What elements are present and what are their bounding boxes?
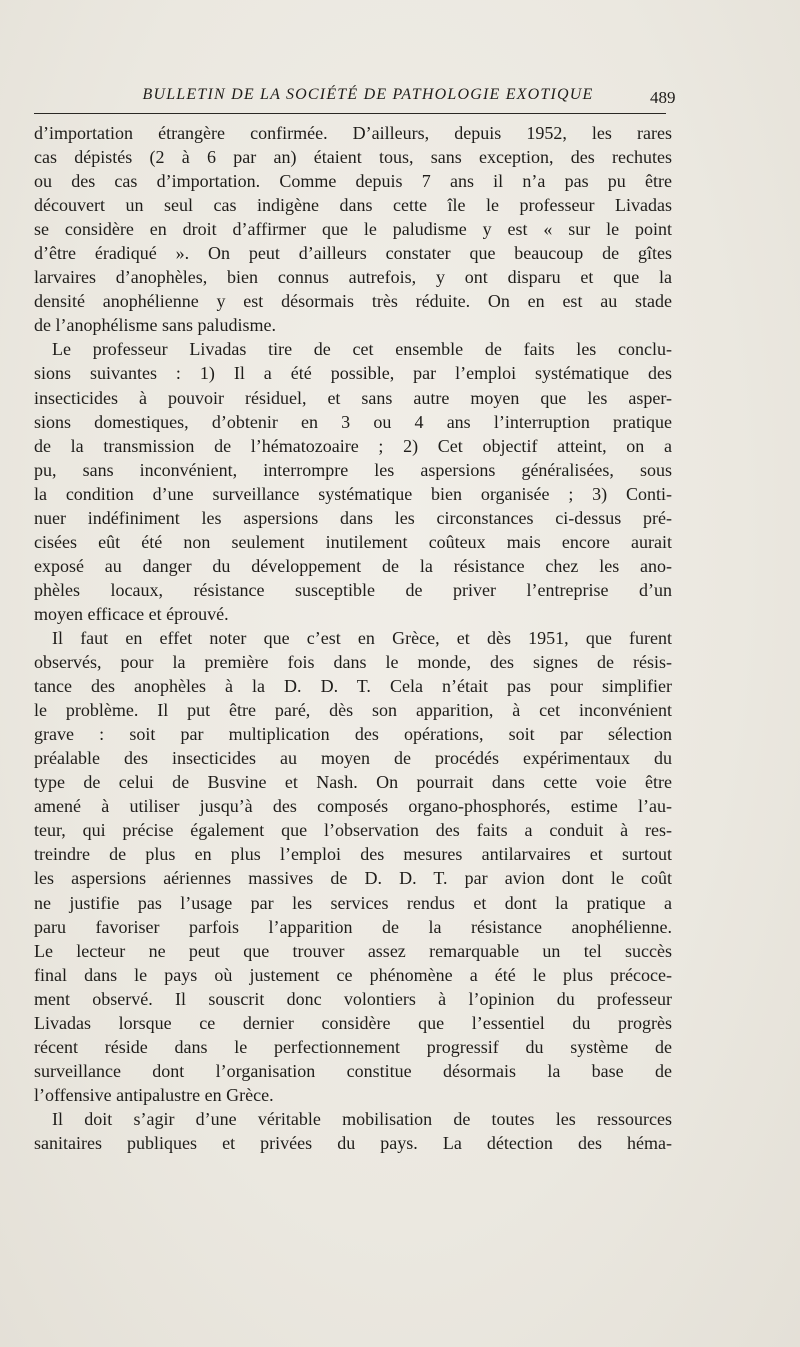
text-line: paru favoriser parfois l’apparition de la résistance anophélienne.	[34, 916, 672, 937]
text-line: ment observé. Il souscrit donc volontiers à l’opinion du professeur	[34, 988, 672, 1009]
text-line: grave : soit par multiplication des opérations, soit par sélection	[34, 724, 672, 745]
text-line: de l’anophélisme sans paludisme.	[34, 315, 276, 336]
text-line: nuer indéfiniment les aspersions dans les circonstances ci-dessus pré-	[34, 507, 672, 528]
text-line: moyen efficace et éprouvé.	[34, 603, 229, 624]
text-line: l’offensive antipalustre en Grèce.	[34, 1084, 274, 1105]
text-line: sions domestiques, d’obtenir en 3 ou 4 ans l’interruption pratique	[34, 411, 672, 432]
text-line: la condition d’une surveillance systématique bien organisée ; 3) Conti-	[34, 483, 672, 504]
text-line: amené à utiliser jusqu’à des composés organo-phosphorés, estime l’au-	[34, 796, 672, 817]
text-line: d’importation étrangère confirmée. D’ailleurs, depuis 1952, les rares	[34, 123, 672, 143]
text-line: insecticides à pouvoir résiduel, et sans autre moyen que les asper-	[34, 387, 672, 408]
running-head: BULLETIN DE LA SOCIÉTÉ DE PATHOLOGIE EXOTIQUE	[142, 86, 594, 103]
text-line: cisées eût été non seulement inutilement coûteux mais encore aurait	[34, 531, 672, 552]
body-text	[34, 121, 672, 1155]
text-line: de la transmission de l’hématozoaire ; 2) Cet objectif atteint, on a	[34, 435, 672, 456]
text-line: Livadas lorsque ce dernier considère que l’essentiel du progrès	[34, 1012, 672, 1033]
text-line: surveillance dont l’organisation constitue désormais la base de	[34, 1060, 672, 1081]
text-line: récent réside dans le perfectionnement progressif du système de	[34, 1036, 672, 1057]
text-line: final dans le pays où justement ce phénomène a été le plus précoce-	[34, 964, 672, 985]
text-line: densité anophélienne y est désormais très réduite. On en est au stade	[34, 291, 672, 312]
paragraph-start-line: Il faut en effet noter que c’est en Grèce, et dès 1951, que furent	[52, 627, 672, 648]
text-line: sions suivantes : 1) Il a été possible, par l’emploi systématique des	[34, 363, 672, 384]
text-line: découvert un seul cas indigène dans cette île le professeur Livadas	[34, 195, 672, 216]
paragraph-start-line: Il doit s’agir d’une véritable mobilisation de toutes les ressources	[52, 1108, 672, 1129]
header-rule	[34, 113, 666, 114]
text-line: les aspersions aériennes massives de D. D. T. par avion dont le coût	[34, 868, 672, 889]
text-line: cas dépistés (2 à 6 par an) étaient tous, sans exception, des rechutes	[34, 147, 672, 168]
text-line: se considère en droit d’affirmer que le paludisme y est « sur le point	[34, 219, 672, 240]
text-line: tance des anophèles à la D. D. T. Cela n’était pas pour simplifier	[34, 676, 672, 697]
text-line: type de celui de Busvine et Nash. On pourrait dans cette voie être	[34, 772, 672, 793]
text-line: larvaires d’anophèles, bien connus autrefois, y ont disparu et que la	[34, 267, 672, 288]
text-line: Le lecteur ne peut que trouver assez remarquable un tel succès	[34, 940, 672, 961]
text-line: sanitaires publiques et privées du pays. La détection des héma-	[34, 1132, 672, 1153]
text-line: ne justifie pas l’usage par les services rendus et dont la pratique a	[34, 892, 672, 913]
text-line: teur, qui précise également que l’observation des faits a conduit à res-	[34, 820, 672, 841]
text-line: préalable des insecticides au moyen de procédés expérimentaux du	[34, 748, 672, 769]
text-line: observés, pour la première fois dans le monde, des signes de résis-	[34, 652, 672, 673]
text-line: pu, sans inconvénient, interrompre les aspersions généralisées, sous	[34, 459, 672, 480]
text-line: d’être éradiqué ». On peut d’ailleurs constater que beaucoup de gîtes	[34, 243, 672, 264]
text-line: treindre de plus en plus l’emploi des mesures antilarvaires et surtout	[34, 844, 672, 865]
text-line: exposé au danger du développement de la résistance chez les ano-	[34, 555, 672, 576]
text-line: phèles locaux, résistance susceptible de priver l’entreprise d’un	[34, 579, 672, 600]
text-line: le problème. Il put être paré, dès son apparition, à cet inconvénient	[34, 700, 672, 721]
paragraph-start-line: Le professeur Livadas tire de cet ensemble de faits les conclu-	[52, 339, 672, 360]
text-line: ou des cas d’importation. Comme depuis 7 ans il n’a pas pu être	[34, 171, 672, 192]
page-number: 489	[650, 88, 676, 107]
